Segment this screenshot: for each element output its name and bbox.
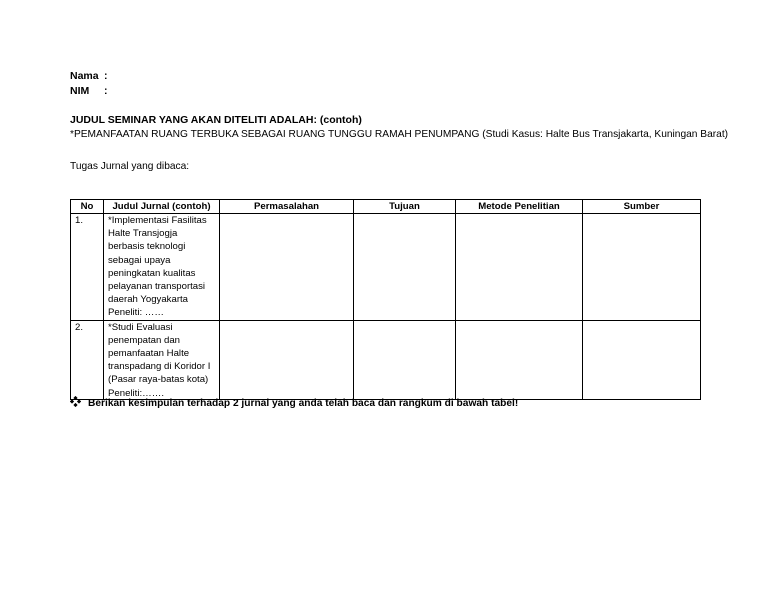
journal-title-clip [108,321,215,399]
journal-title-line: penempatan dan [108,334,181,346]
nim-separator: : [104,85,108,97]
name-separator: : [104,70,108,82]
journal-title-cell [104,320,220,399]
name-label: Nama [70,70,99,82]
header-metode: Metode Penelitian [456,200,583,214]
nim-row [70,84,108,99]
metode-cell[interactable] [456,214,583,321]
table-row [71,320,701,399]
permasalahan-cell[interactable] [220,214,354,321]
name-row [70,69,108,84]
journal-title-line: daerah Yogyakarta [108,294,189,306]
tujuan-cell[interactable] [354,320,456,399]
journal-title-line: peningkatan kualitas [108,267,196,279]
sumber-cell[interactable] [583,214,701,321]
journal-title-line: berbasis teknologi [108,241,186,253]
permasalahan-cell[interactable] [220,320,354,399]
journal-title-line: sebagai upaya [108,254,171,266]
journal-title-line: *Studi Evaluasi [108,321,173,333]
header-judul: Judul Jurnal (contoh) [104,200,220,214]
journal-researcher-line: Peneliti: …… [108,307,164,319]
conclusion-text: Berikan kesimpulan terhadap 2 jurnal yang anda telah baca dan rangkum di bawah tabel! [88,397,519,409]
header-no: No [71,200,104,214]
header-permasalahan: Permasalahan [220,200,354,214]
diamond-bullet-icon [70,396,82,410]
conclusion-note [70,396,518,410]
header-tujuan: Tujuan [354,200,456,214]
row-number: 2. [71,320,104,399]
tujuan-cell[interactable] [354,214,456,321]
task-label: Tugas Jurnal yang dibaca: [70,161,190,172]
journal-title-line: (Pasar raya-batas kota) [108,374,209,386]
identity-block [70,69,108,99]
journal-title-line: transpadang di Koridor I [108,361,211,373]
table-row [71,214,701,321]
journal-researcher-line: Peneliti:……. [108,387,164,399]
seminar-example: *PEMANFAATAN RUANG TERBUKA SEBAGAI RUANG TUNGGU RAMAH PENUMPANG (Studi Kasus: Halte Bus Transjakarta, Kuningan Barat) [70,129,729,140]
journal-title-line: *Implementasi Fasilitas [108,215,207,226]
table-header-row [71,200,701,214]
metode-cell[interactable] [456,320,583,399]
nim-label: NIM [70,85,90,97]
journal-title-cell [104,214,220,321]
row-number: 1. [71,214,104,321]
journal-title-line: pemanfaatan Halte [108,348,190,360]
journal-table [70,199,701,400]
seminar-title: JUDUL SEMINAR YANG AKAN DITELITI ADALAH: (contoh) [70,114,362,126]
journal-title-line: Halte Transjogja [108,228,178,240]
sumber-cell[interactable] [583,320,701,399]
header-sumber: Sumber [583,200,701,214]
journal-title-line: pelayanan transportasi [108,281,206,293]
